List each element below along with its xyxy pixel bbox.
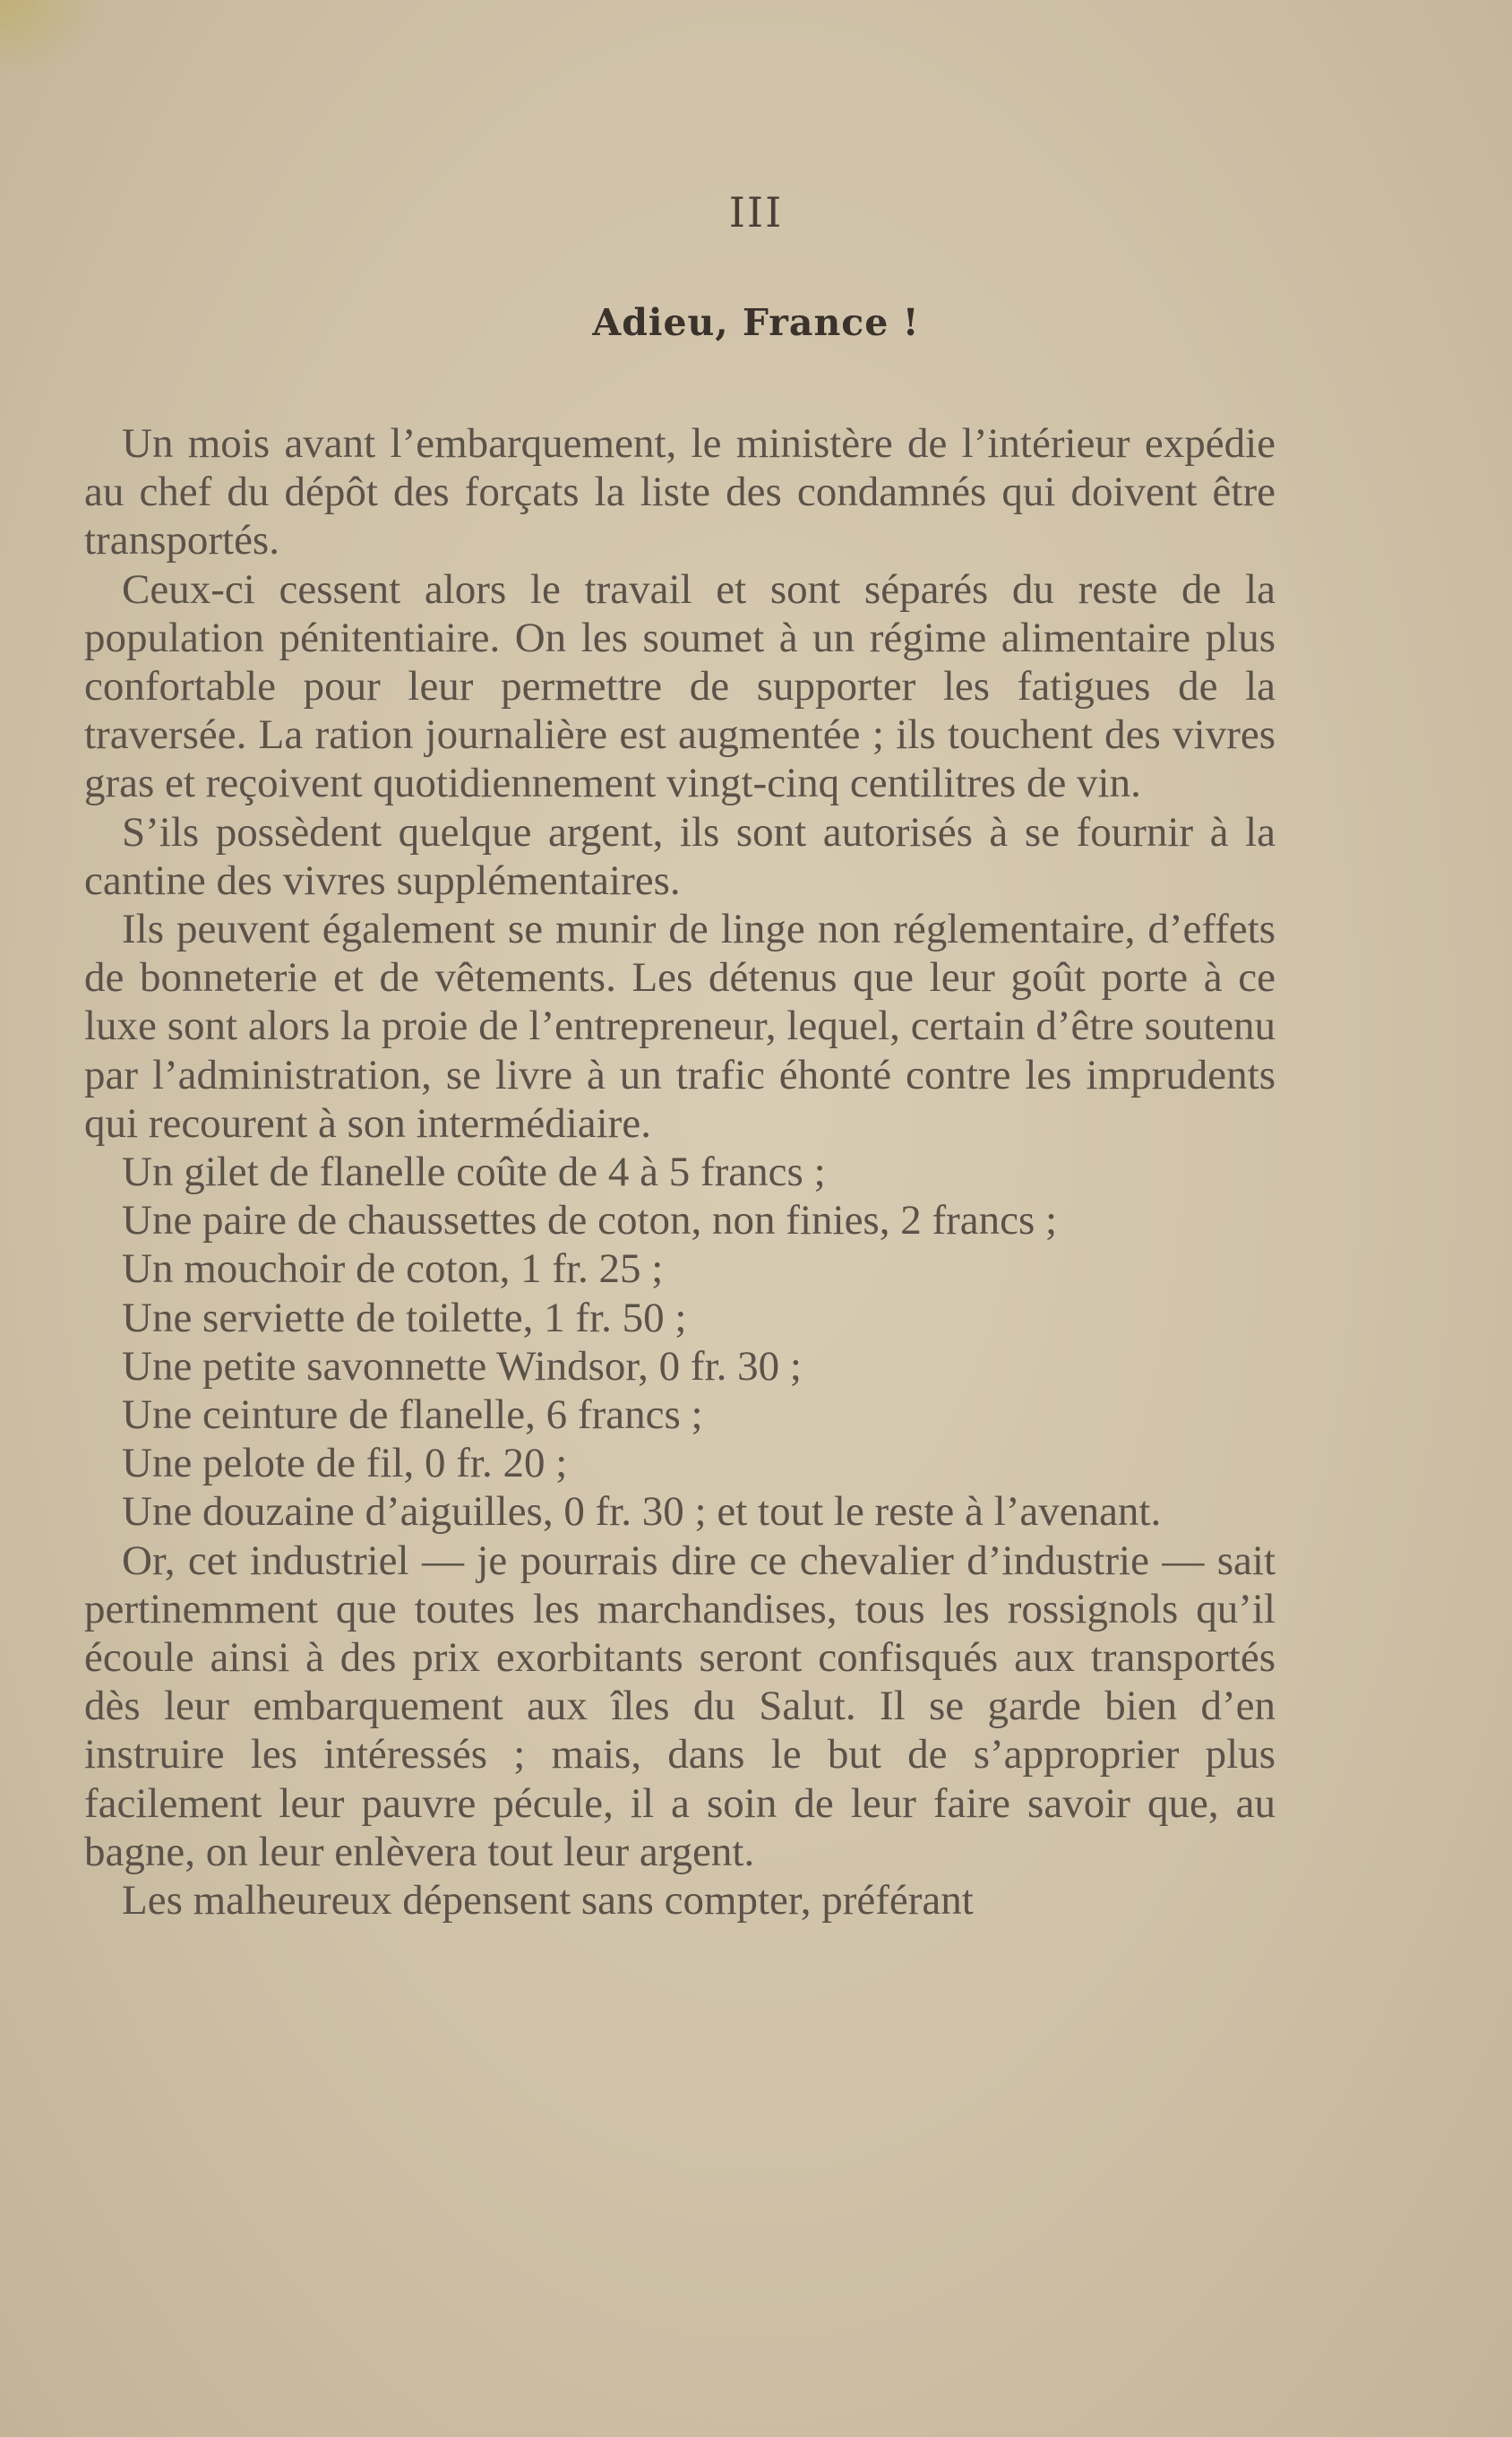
price-list-item: Un mouchoir de coton, 1 fr. 25 ;: [122, 1245, 664, 1293]
price-list-item: Une petite savonnette Windsor, 0 fr. 30 ;: [122, 1342, 802, 1390]
paragraph: Ils peuvent également se munir de linge non réglementaire, d’effets de bonneterie et de vêtements. Les détenus que leur goût porte à ce luxe sont alors la proie de l’entrepreneur, lequel, certain d’être soutenu par l’administration, se livre à un trafic éhonté contre les imprudents qui recourent à son intermédiaire.: [84, 906, 1276, 1147]
price-list-item: Un gilet de flanelle coûte de 4 à 5 francs ;: [122, 1149, 826, 1196]
price-list-item: Une serviette de toilette, 1 fr. 50 ;: [122, 1294, 687, 1341]
paragraph: Un mois avant l’embarquement, le ministère de l’intérieur expédie au chef du dépôt des forçats la liste des condamnés qui doivent être transportés.: [84, 420, 1276, 564]
paper-stain: [0, 0, 107, 81]
chapter-number: III: [728, 188, 784, 237]
paragraph: Or, cet industriel — je pourrais dire ce chevalier d’industrie — sait pertinemment que toutes les marchandises, tous les rossignols qu’il écoule ainsi à des prix exorbitants seront confisqués aux transportés dès leur embarquement aux îles du Salut. Il se garde bien d’en instruire les intéressés ; mais, dans le but de s’approprier plus facilement leur pauvre pécule, il a soin de leur faire savoir que, au bagne, on leur enlèvera tout leur argent.: [84, 1537, 1276, 1875]
chapter-body: [84, 419, 1276, 1925]
chapter-title: Adieu, France !: [592, 301, 920, 344]
price-list-item: Une ceinture de flanelle, 6 francs ;: [122, 1391, 703, 1439]
paragraph: Ceux-ci cessent alors le travail et sont séparés du reste de la population pénitentiaire. On les soumet à un régime alimentaire plus confortable pour leur permettre de supporter les fatigues de la traversée. La ration journalière est augmentée ; ils touchent des vivres gras et reçoivent quotidiennement vingt-cinq centilitres de vin.: [84, 565, 1276, 807]
paragraph: S’ils possèdent quelque argent, ils sont autorisés à se fournir à la cantine des vivres supplémentaires.: [84, 808, 1276, 904]
price-list-item: Une paire de chaussettes de coton, non finies, 2 francs ;: [122, 1197, 1058, 1244]
price-list-item: Une pelote de fil, 0 fr. 20 ;: [122, 1440, 568, 1487]
price-list-item: Une douzaine d’aiguilles, 0 fr. 30 ; et tout le reste à l’avenant.: [122, 1488, 1162, 1536]
paragraph: Les malheureux dépensent sans compter, préférant: [122, 1877, 974, 1925]
